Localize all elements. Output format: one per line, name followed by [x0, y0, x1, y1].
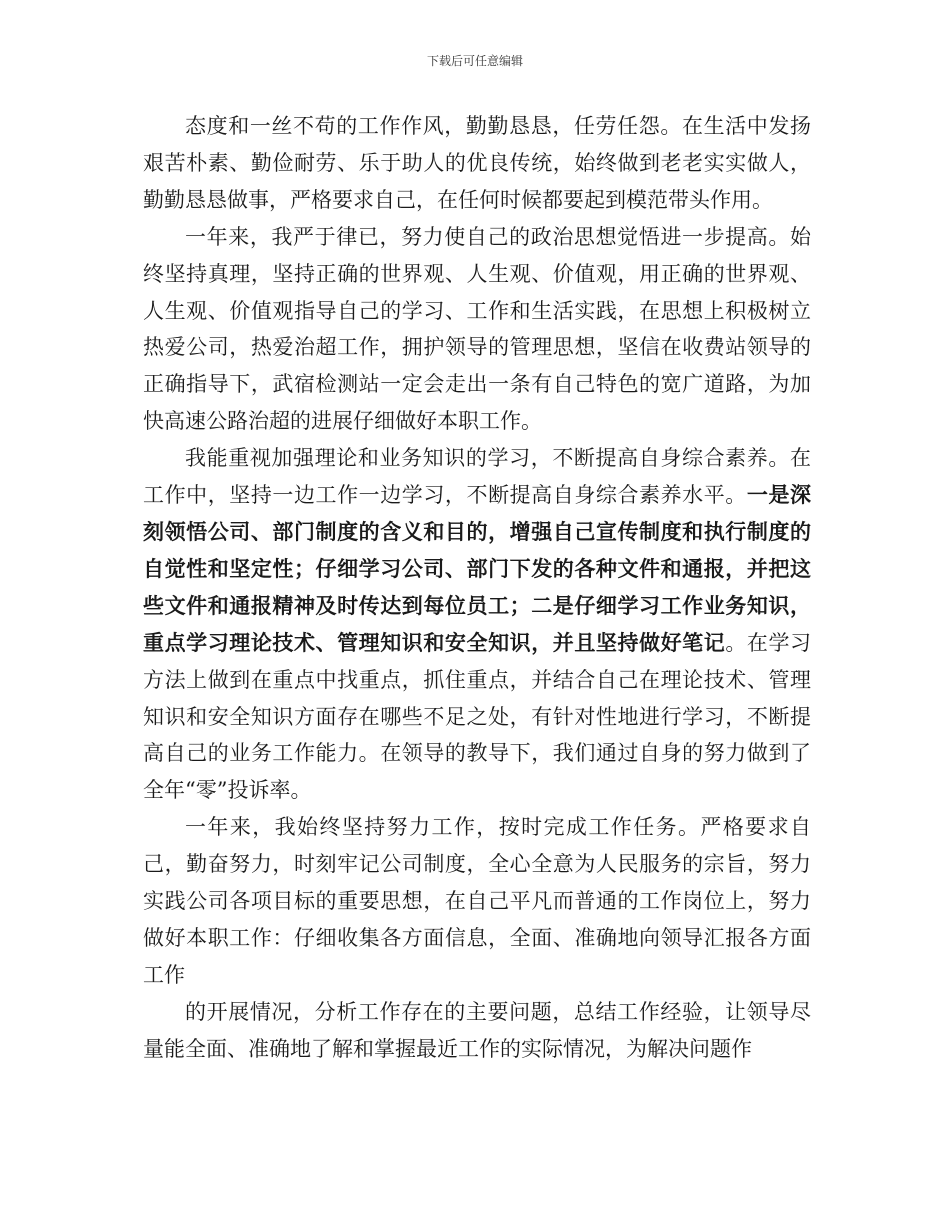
paragraph-3 — [143, 440, 811, 809]
page-header: 下载后可任意编辑 — [426, 54, 523, 68]
paragraph-3-tail: 。在学习方法上做到在重点中找重点，抓住重点，并结合自己在理论技术、管理知识和安全知识方面存在哪些不足之处，有针对性地进行学习，不断提高自己的业务工作能力。在领导的教导下，我们通过自身的努力做到了全年“零”投诉率。 — [143, 630, 812, 803]
paragraph-3-bold: 一是深刻领悟公司、部门制度的含义和目的，增强自己宣传制度和执行制度的自觉性和坚定性；仔细学习公司、部门下发的各种文件和通报，并把这些文件和通报精神及时传达到每位员工；二是仔细学习工作业务知识，重点学习理论技术、管理知识和安全知识，并且坚持做好笔记 — [143, 482, 812, 655]
document-body — [143, 108, 811, 1068]
paragraph-4: 一年来，我始终坚持努力工作，按时完成工作任务。严格要求自己，勤奋努力，时刻牢记公司制度，全心全意为人民服务的宗旨，努力实践公司各项目标的重要思想，在自己平凡而普通的工作岗位上，努力做好本职工作：仔细收集各方面信息，全面、准确地向领导汇报各方面工作 — [143, 815, 811, 987]
paragraph-2: 一年来，我严于律已，努力使自己的政治思想觉悟进一步提高。始终坚持真理，坚持正确的世界观、人生观、价值观，用正确的世界观、人生观、价值观指导自己的学习、工作和生活实践，在思想上积极树立热爱公司，热爱治超工作，拥护领导的管理思想，坚信在收费站领导的正确指导下，武宿检测站一定会走出一条有自己特色的宽广道路，为加快高速公路治超的进展仔细做好本职工作。 — [143, 224, 811, 434]
paragraph-1: 态度和一丝不苟的工作作风，勤勤恳恳，任劳任怨。在生活中发扬艰苦朴素、勤俭耐劳、乐于助人的优良传统，始终做到老老实实做人，勤勤恳恳做事，严格要求自己，在任何时候都要起到模范带头作用。 — [143, 114, 811, 212]
paragraph-3-lead: 我能重视加强理论和业务知识的学习，不断提高自身综合素养。在工作中，坚持一边工作一边学习，不断提高自身综合素养水平。 — [143, 446, 811, 508]
paragraph-5: 的开展情况，分析工作存在的主要问题，总结工作经验，让领导尽量能全面、准确地了解和掌握最近工作的实际情况，为解决问题作 — [143, 999, 811, 1061]
